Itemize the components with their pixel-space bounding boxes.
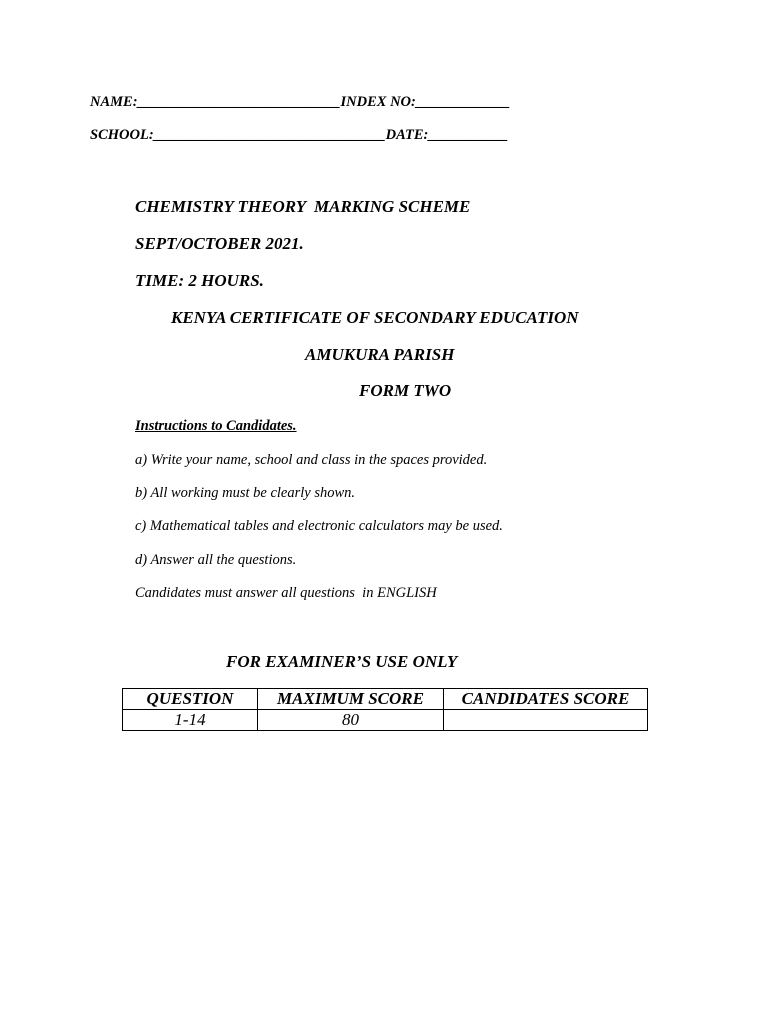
time-title: TIME: 2 HOURS. — [135, 271, 264, 290]
instructions-heading: Instructions to Candidates. — [135, 418, 297, 434]
session-title: SEPT/OCTOBER 2021. — [135, 234, 304, 253]
exam-title: KENYA CERTIFICATE OF SECONDARY EDUCATION — [171, 308, 579, 327]
column-header-candidates-score: CANDIDATES SCORE — [444, 689, 648, 710]
instruction-item: d) Answer all the questions. — [135, 552, 297, 568]
instruction-item: Candidates must answer all questions in ENGLISH — [135, 585, 437, 601]
score-table-header-row — [123, 689, 648, 710]
form-title: FORM TWO — [359, 381, 452, 400]
subject-title: CHEMISTRY THEORY MARKING SCHEME — [135, 197, 471, 216]
instruction-item: a) Write your name, school and class in the spaces provided. — [135, 452, 488, 468]
instruction-item: b) All working must be clearly shown. — [135, 485, 356, 501]
column-header-maximum-score: MAXIMUM SCORE — [258, 689, 444, 710]
examiner-heading: FOR EXAMINER’S USE ONLY — [226, 652, 458, 671]
candidates-score-cell[interactable] — [444, 710, 648, 731]
score-table — [122, 688, 648, 731]
maximum-score-cell: 80 — [258, 710, 444, 731]
question-range-cell: 1-14 — [123, 710, 258, 731]
school-date-line: SCHOOL:________________________________DATE:___________ — [90, 127, 509, 143]
instruction-item: c) Mathematical tables and electronic calculators may be used. — [135, 518, 503, 534]
column-header-question: QUESTION — [123, 689, 258, 710]
parish-title: AMUKURA PARISH — [305, 345, 455, 364]
table-row — [123, 710, 648, 731]
name-index-line: NAME:____________________________INDEX NO:_____________ — [90, 94, 511, 110]
